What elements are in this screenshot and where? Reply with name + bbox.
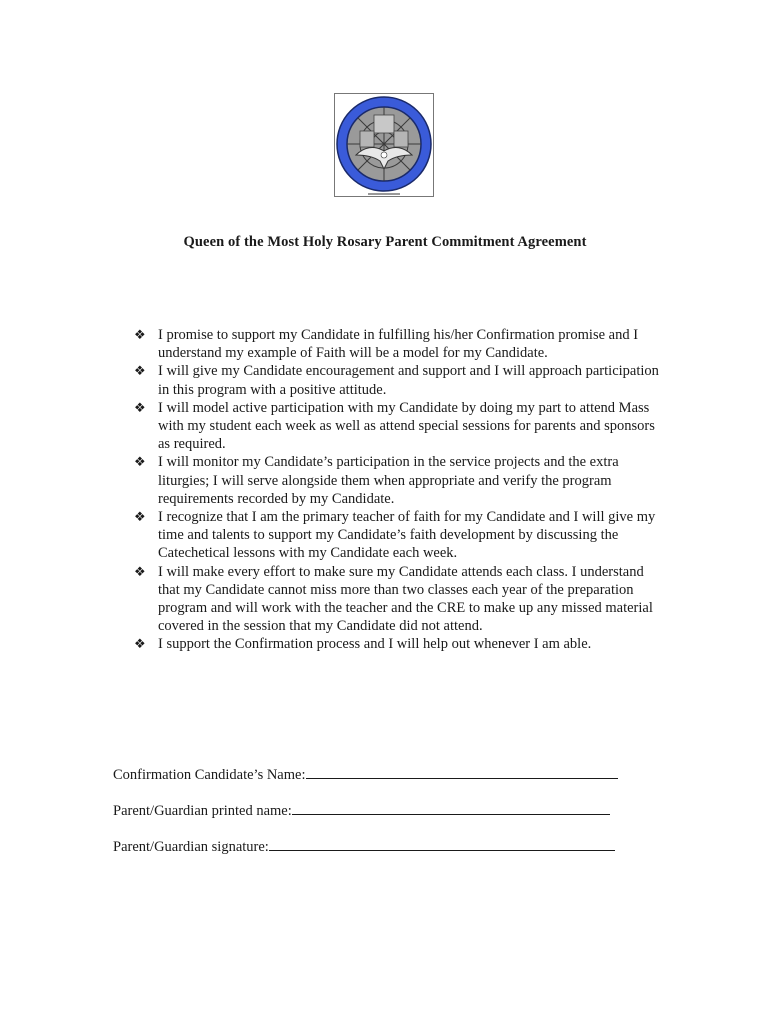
commitment-item (134, 635, 664, 653)
seal-icon (334, 93, 434, 197)
commitment-text: I support the Confirmation process and I will help out whenever I am able. (158, 636, 592, 653)
commitment-text: I will make every effort to make sure my Candidate attends each class. I understand that my Candidate cannot miss more than two classes each year of the preparation program and will work with the teacher and the CRE to make up any missed material covered in the session that my Candidate did not attend. (158, 563, 653, 635)
commitment-item (134, 399, 664, 454)
commitment-list (134, 326, 664, 654)
commitment-item (134, 508, 664, 563)
guardian-signature-row (113, 836, 618, 854)
guardian-printed-name-row (113, 800, 618, 818)
diamond-bullet-icon: ❖ (134, 454, 146, 470)
commitment-text: I will give my Candidate encouragement and support and I will approach participation in this program with a positive attitude. (158, 363, 659, 398)
guardian-printed-name-field[interactable] (292, 800, 610, 815)
commitment-item (134, 453, 664, 508)
document-title: Queen of the Most Holy Rosary Parent Commitment Agreement (183, 234, 587, 250)
commitment-text: I promise to support my Candidate in fulfilling his/her Confirmation promise and I understand my example of Faith will be a model for my Candidate. (158, 327, 639, 362)
diamond-bullet-icon: ❖ (134, 327, 146, 342)
diamond-bullet-icon: ❖ (134, 509, 146, 525)
parish-seal-logo (334, 93, 434, 197)
diamond-bullet-icon: ❖ (134, 399, 146, 415)
guardian-signature-field[interactable] (269, 836, 615, 851)
commitment-text: I recognize that I am the primary teacher of faith for my Candidate and I will give my time and talents to support my Candidate’s faith development by discussing the Catechetical lessons with my Candidate each week. (158, 509, 656, 562)
diamond-bullet-icon: ❖ (134, 363, 146, 379)
diamond-bullet-icon: ❖ (134, 636, 146, 652)
guardian-printed-name-label: Parent/Guardian printed name: (113, 803, 292, 819)
commitment-text: I will monitor my Candidate’s participation in the service projects and the extra liturgies; I will serve alongside them when appropriate and verify the program requirements recorded by my Candidate. (158, 454, 619, 507)
signature-block (113, 764, 618, 872)
commitment-item (134, 326, 664, 362)
candidate-name-row (113, 764, 618, 782)
candidate-name-label: Confirmation Candidate’s Name: (113, 767, 306, 783)
commitment-item (134, 362, 664, 398)
guardian-signature-label: Parent/Guardian signature: (113, 839, 269, 855)
candidate-name-field[interactable] (306, 764, 618, 779)
commitment-text: I will model active participation with my Candidate by doing my part to attend Mass with my student each week as well as attend special sessions for parents and sponsors as required. (158, 399, 655, 453)
commitment-item (134, 563, 664, 636)
diamond-bullet-icon: ❖ (134, 563, 146, 579)
